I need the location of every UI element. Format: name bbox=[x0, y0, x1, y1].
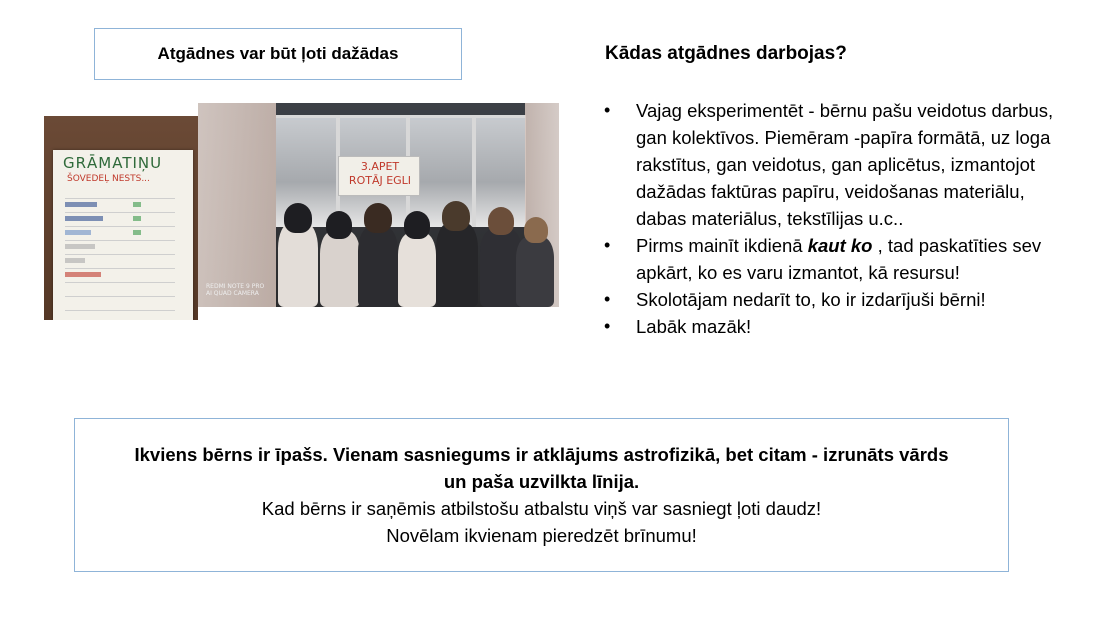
poster-row bbox=[65, 212, 175, 213]
bullet-text: Labāk mazāk! bbox=[636, 316, 752, 337]
closing-line: Novēlam ikvienam pieredzēt brīnumu! bbox=[386, 525, 697, 546]
bullet-text: Vajag eksperimentēt - bērnu pašu veidotus darbus, gan kolektīvos. Piemēram -papīra formātā, uz loga rakstītus, gan veidotus, gan aplicētus, izmantojot dažādas faktūras papīru, veidošanas materiālu, dabas materiālus, tekstīlijas u.c.. bbox=[636, 100, 1054, 229]
left-title-box bbox=[94, 28, 462, 80]
poster-row bbox=[65, 282, 175, 283]
photo-reading-poster bbox=[44, 116, 198, 320]
window-sign bbox=[338, 156, 420, 196]
child-head bbox=[524, 217, 548, 243]
closing-line: Kad bērns ir saņēmis atbilstošu atbalstu viņš var sasniegt ļoti daudz! bbox=[261, 498, 822, 519]
bullet-emphasis: kaut ko bbox=[807, 235, 873, 256]
poster-entry bbox=[65, 244, 95, 249]
child bbox=[278, 223, 318, 307]
child-head bbox=[488, 207, 514, 235]
poster-entry bbox=[65, 202, 97, 207]
bullet-text: , tad paskatīties sev apkārt, ko es varu izmantot, kā resursu! bbox=[636, 235, 1042, 283]
child-head bbox=[284, 203, 312, 233]
poster-title: GRĀMATIŅU bbox=[63, 154, 163, 172]
child bbox=[398, 233, 436, 307]
bullet-item bbox=[603, 232, 1073, 286]
closing-message-box bbox=[74, 418, 1009, 572]
camera-watermark bbox=[206, 283, 264, 297]
curtain bbox=[198, 103, 276, 307]
window-frame bbox=[472, 115, 476, 227]
poster-row bbox=[65, 296, 175, 297]
photo-children-at-window bbox=[198, 103, 559, 307]
bullet-text: Pirms mainīt ikdienā bbox=[636, 235, 808, 256]
child-head bbox=[326, 211, 352, 239]
poster-row bbox=[65, 240, 175, 241]
bullet-item bbox=[603, 313, 1073, 340]
child-head bbox=[404, 211, 430, 239]
window-frame bbox=[276, 115, 526, 118]
child bbox=[516, 237, 554, 307]
poster-entry bbox=[133, 216, 141, 221]
camera-watermark-line: AI QUAD CAMERA bbox=[206, 290, 259, 297]
bullet-text: Skolotājam nedarīt to, ko ir izdarījuši bērni! bbox=[636, 289, 986, 310]
poster-entry bbox=[133, 202, 141, 207]
poster bbox=[53, 150, 193, 320]
closing-bold-line: Ikviens bērns ir īpašs. Vienam sasniegums ir atklājums astrofizikā, bet citam - izrunāts vārds un paša uzvilkta līnija. bbox=[134, 444, 949, 492]
poster-row bbox=[65, 310, 175, 311]
child bbox=[320, 231, 360, 307]
poster-entry bbox=[65, 258, 85, 263]
left-title: Atgādnes var būt ļoti dažādas bbox=[157, 44, 399, 63]
child-head bbox=[442, 201, 470, 231]
window-sign-text: 3.APET ROTĀJ EGLI bbox=[348, 160, 412, 187]
right-heading: Kādas atgādnes darbojas? bbox=[605, 43, 847, 64]
poster-entry bbox=[133, 230, 141, 235]
bullet-list bbox=[603, 97, 1073, 340]
poster-row bbox=[65, 268, 175, 269]
poster-entry bbox=[65, 272, 101, 277]
poster-entry bbox=[65, 216, 103, 221]
poster-entry bbox=[65, 230, 91, 235]
poster-row bbox=[65, 198, 175, 199]
child-head bbox=[364, 203, 392, 233]
poster-row bbox=[65, 226, 175, 227]
poster-row bbox=[65, 254, 175, 255]
bullet-item bbox=[603, 286, 1073, 313]
poster-subtitle: ŠOVEDEĻ NESTS... bbox=[67, 174, 150, 184]
bullet-item bbox=[603, 97, 1073, 232]
child bbox=[358, 227, 398, 307]
child bbox=[436, 223, 478, 307]
camera-watermark-line: REDMI NOTE 9 PRO bbox=[206, 283, 265, 290]
